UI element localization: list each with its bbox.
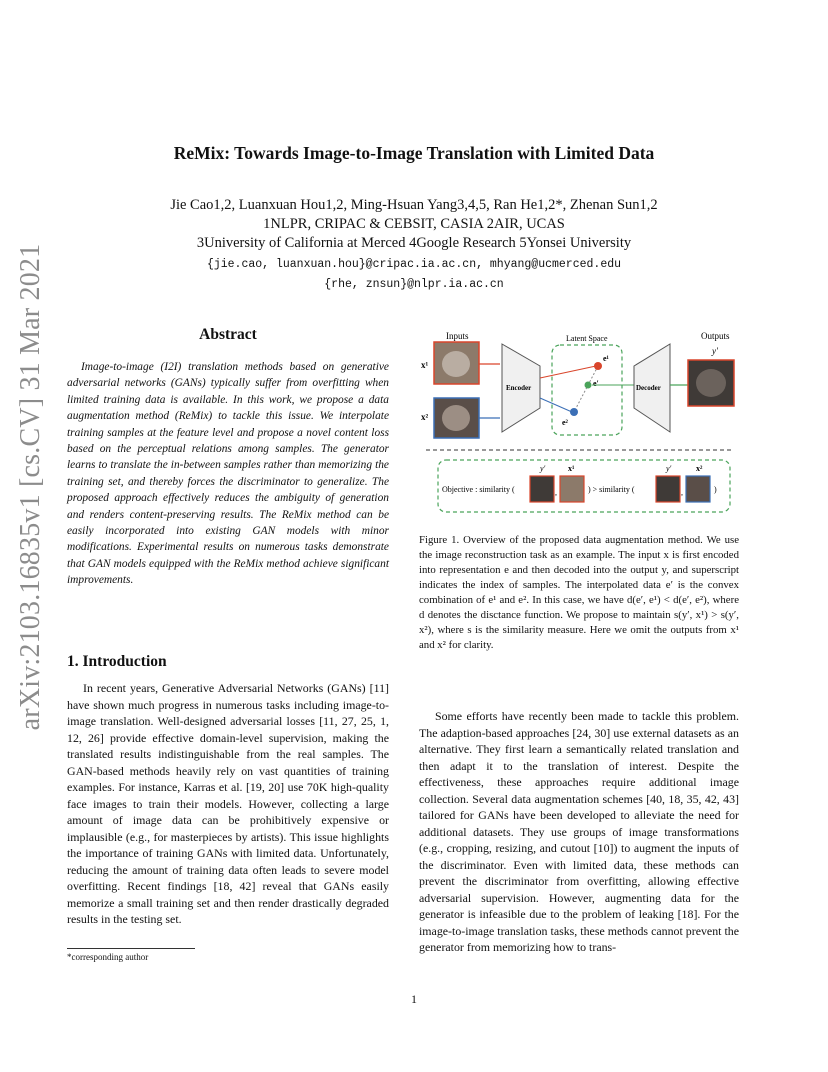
obj-image-y-prime-1: [530, 476, 554, 502]
arxiv-id: arXiv:2103.16835v1 [cs.CV] 31 Mar 2021: [15, 243, 46, 731]
e1-point: [594, 362, 602, 370]
affiliations-line-1: 1NLPR, CRIPAC & CEBSIT, CASIA 2AIR, UCAS: [263, 216, 565, 232]
arrow-encoder-e2: [540, 398, 572, 412]
dog-face-icon: [442, 405, 470, 431]
obj-close-paren: ): [714, 485, 717, 494]
inputs-label: Inputs: [446, 331, 469, 341]
x1-label: x¹: [421, 360, 429, 370]
affiliations-line-2: 3University of California at Merced 4Google Research 5Yonsei University: [196, 235, 632, 251]
paper-title: ReMix: Towards Image-to-Image Translation with Limited Data: [173, 143, 655, 163]
intro-paragraph-2: Some efforts have recently been made to tackle this problem. The adaption-based approaches [24, 30] use external datasets as an alternative. They first learn a semantically related translation and then adapt it to the translation of interest. Despite the effectiveness, these approaches require additional image collection. Several data augmentation schemes [40, 18, 35, 42, 43] tailored for GANs have been developed to alleviate the need for additional datasets. They use groups of image transformations (e.g., cropping, resizing, and cutout [10]) to augment the inputs of the discriminator. Even with limited data, these methods can prevent the discriminator from overfitting, allowing effective adversarial supervision. However, augmenting data for the generator is infeasible due to the problem of leaking [18]. For the image-to-image translation tasks, these methods cannot prevent the generator from memorizing how to trans-: [419, 709, 739, 954]
abstract-text: Image-to-image (I2I) translation methods based on generative adversarial networks (GANs) typically suffer from overfitting when limited training data is available. In this work, we propose a data augmentation method (ReMix) to tackle this issue. We interpolate training samples at the feature level and propose a novel content loss based on the perceptual relations among samples. The generator learns to translate the in-between samples rather than memorizing the training set, and thereby forces the discriminator to generalize. The proposed approach effectively reduces the ambiguity of generation and renders content-preserving results. The ReMix method can be easily incorporated into existing GAN models with minor modifications. Experimental results on numerous tasks demonstrate that GAN models equipped with the ReMix method achieve significant improvements.: [67, 361, 389, 587]
e2-label: e²: [562, 418, 568, 427]
latent-space-label: Latent Space: [566, 334, 608, 343]
figure-1: [416, 328, 746, 528]
intro-heading: 1. Introduction: [67, 653, 167, 670]
outputs-label: Outputs: [701, 331, 730, 341]
footnote: *corresponding author: [67, 952, 149, 962]
e1-label: e¹: [603, 354, 609, 363]
dog-face-icon: [442, 351, 470, 377]
obj-comma-2: ,: [681, 488, 683, 497]
obj-image-x2: [686, 476, 710, 502]
obj-image-x1: [560, 476, 584, 502]
author-list: Jie Cao1,2, Luanxuan Hou1,2, Ming-Hsuan Yang3,4,5, Ran He1,2*, Zhenan Sun1,2: [170, 197, 658, 213]
arrow-encoder-e1: [540, 366, 596, 378]
obj-y-prime-label-2: y′: [666, 464, 672, 473]
intro-left-column: [67, 680, 389, 928]
obj-greater-than: ) > similarity (: [588, 485, 635, 494]
interpolation-line: [574, 366, 598, 412]
dog-face-icon: [696, 369, 726, 397]
email-line-1: {jie.cao, luanxuan.hou}@cripac.ia.ac.cn, mhyang@ucmerced.edu: [206, 258, 622, 271]
obj-y-prime-label-1: y′: [540, 464, 546, 473]
arxiv-stamp: [15, 243, 46, 731]
obj-comma-1: ,: [555, 488, 557, 497]
decoder-label: Decoder: [636, 384, 661, 392]
obj-image-y-prime-2: [656, 476, 680, 502]
intro-right-column: [419, 708, 739, 956]
output-y-prime-label: y′: [712, 346, 718, 356]
encoder-label: Encoder: [506, 384, 532, 392]
figure-1-diagram: [416, 328, 746, 528]
x2-label: x²: [421, 412, 429, 422]
e2-point: [570, 408, 578, 416]
objective-text: Objective : similarity (: [442, 485, 515, 494]
email-line-2: {rhe, znsun}@nlpr.ia.ac.cn: [324, 278, 504, 291]
figure-1-caption: Figure 1. Overview of the proposed data augmentation method. We use the image reconstruction task as an example. The input x is first encoded into representation e and then decoded into the output y, and superscript indicates the index of samples. The interpolated data e′ is the convex combination of e¹ and e². In this case, we have d(e′, e¹) < d(e′, e²), where d denotes the disctance function. We propose to maintain s(y′, x¹) > s(y′, x²), where s is the similarity measure. Here we omit the outputs from x¹ and x² for clarity.: [419, 534, 739, 651]
intro-paragraph-1: In recent years, Generative Adversarial Networks (GANs) [11] have shown much progress in numerous tasks including image-to-image translation. Well-designed adversarial losses [11, 27, 25, 1, 12, 26] provide effective domain-level supervision, making the translated results indistinguishable from the real samples. The GAN-based methods heavily rely on vast quantities of training examples. For instance, Karras et al. [19, 20] use 70K high-quality face images to train their models. However, collecting a large amount of image data can be prohibitively expensive or implausible (e.g., for masterpieces by artists). This issue highlights the importance of training GANs with limited data. Unfortunately, reducing the amount of training data often leads to severe model overfitting. Recent findings [18, 42] reveal that GANs easily memorize a small training set and then render drastically degraded results in the testing set.: [67, 681, 389, 926]
footnote-rule: [67, 948, 195, 949]
abstract-section: [67, 359, 389, 589]
obj-x2-label: x²: [696, 464, 703, 473]
e-prime-label: e′: [593, 379, 599, 388]
obj-x1-label: x¹: [568, 464, 575, 473]
figure-1-caption-block: [419, 533, 739, 653]
e-prime-point: [585, 382, 592, 389]
abstract-heading: Abstract: [199, 326, 257, 343]
page-number: 1: [411, 992, 417, 1006]
